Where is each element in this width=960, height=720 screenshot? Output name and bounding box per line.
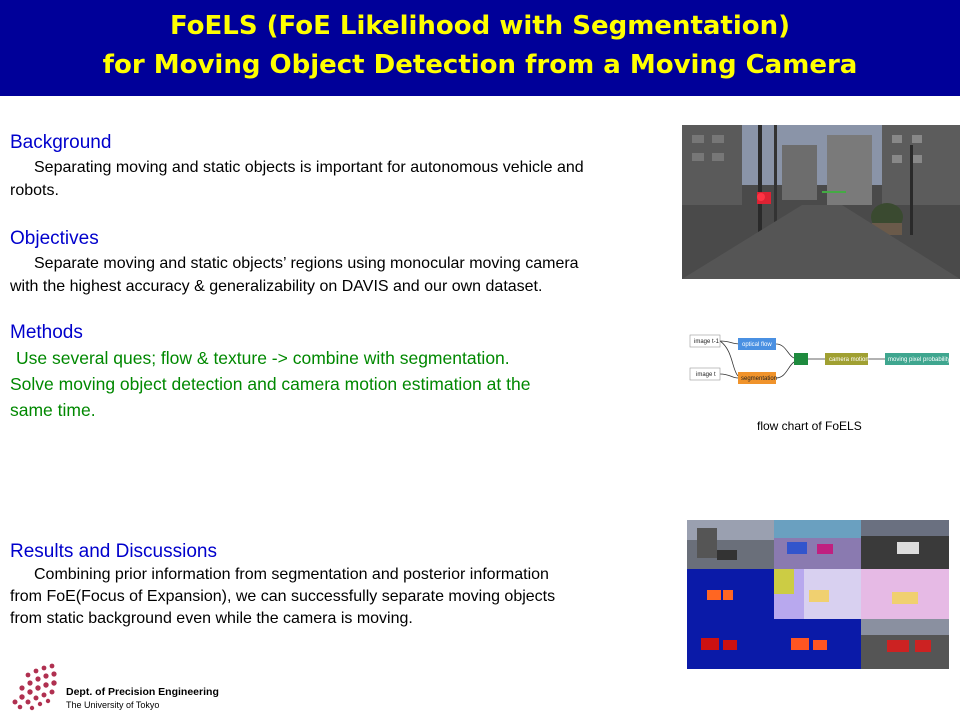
objectives-text xyxy=(10,252,579,298)
title-line-1: FoELS (FoE Likelihood with Segmentation) xyxy=(169,11,791,41)
node-optical-flow-label: optical flow xyxy=(742,342,772,348)
background-heading: Background xyxy=(10,132,112,153)
flowchart-caption: flow chart of FoELS xyxy=(757,419,862,433)
results-text xyxy=(10,564,555,630)
node-probability-label: moving pixel probability xyxy=(888,357,951,363)
node-segmentation-label: segmentation xyxy=(741,376,778,382)
results-line-3: from static background even while the camera is moving. xyxy=(10,610,413,627)
results-line-1: Combining prior information from segmentation and posterior information xyxy=(34,566,549,583)
node-image-prev-label: image t-1 xyxy=(694,339,720,345)
results-line-2: from FoE(Focus of Expansion), we can successfully separate moving objects xyxy=(10,588,556,605)
results-image-grid xyxy=(687,520,949,669)
methods-line-1: Use several ques; flow & texture -> combine with segmentation. xyxy=(16,348,510,368)
methods-line-3: same time. xyxy=(10,400,96,420)
logo-dept-text: Dept. of Precision Engineering xyxy=(66,686,219,698)
objectives-heading: Objectives xyxy=(10,228,99,249)
title-line-2: for Moving Object Detection from a Moving Camera xyxy=(102,50,858,80)
background-line-2: robots. xyxy=(10,182,59,199)
background-text xyxy=(10,156,584,202)
methods-heading: Methods xyxy=(10,322,83,343)
node-merge xyxy=(794,353,808,365)
objectives-line-2: with the highest accuracy & generalizability on DAVIS and our own dataset. xyxy=(10,278,543,295)
objectives-line-1: Separate moving and static objects’ regions using monocular moving camera xyxy=(34,255,579,272)
title-banner xyxy=(0,0,960,96)
street-scene-image xyxy=(682,125,960,279)
node-camera-motion-label: camera motion xyxy=(829,357,869,363)
logo-univ-text: The University of Tokyo xyxy=(66,700,160,710)
methods-text xyxy=(10,345,530,423)
results-heading: Results and Discussions xyxy=(10,541,217,562)
methods-line-2: Solve moving object detection and camera motion estimation at the xyxy=(10,374,531,394)
node-image-curr-label: image t xyxy=(696,372,716,378)
background-line-1: Separating moving and static objects is important for autonomous vehicle and xyxy=(34,159,584,176)
university-logo-icon xyxy=(8,660,64,714)
flow-chart xyxy=(688,330,954,392)
